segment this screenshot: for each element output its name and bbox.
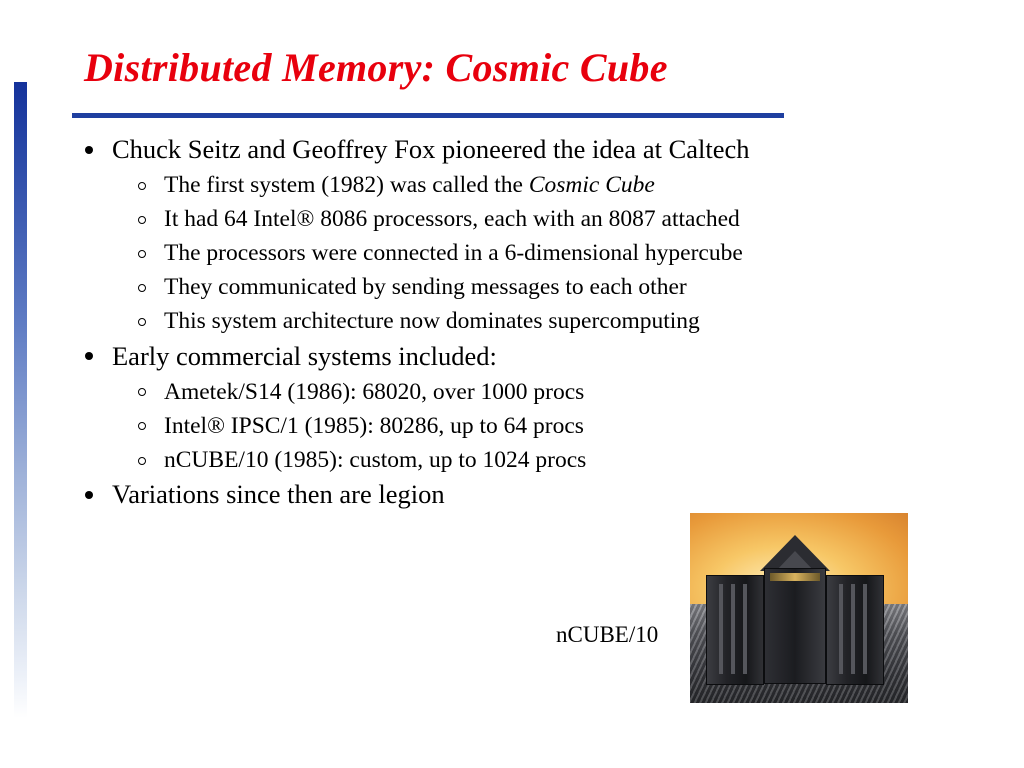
photo-cabinet-panel [770,573,820,581]
photo-cabinet-strip [839,584,843,674]
list-item [72,168,972,202]
bullet-disc-icon [85,146,93,154]
bullet-circle-icon [138,284,146,292]
list-item-label: It had 64 Intel® 8086 processors, each with an 8087 attached [164,206,740,233]
list-item [72,270,972,304]
list-item-label: Ametek/S14 (1986): 68020, over 1000 procs [164,378,585,405]
image-caption: nCUBE/10 [556,622,659,647]
list-item [72,409,972,443]
photo-cabinet-middle [764,568,826,684]
list-item [72,132,972,167]
bullet-circle-icon [138,216,146,224]
list-item [72,236,972,270]
list-item-label: The processors were connected in a 6-dimensional hypercube [164,240,743,267]
list-item-label: nCUBE/10 (1985): custom, up to 1024 procs [164,446,587,473]
photo-cabinet-strip [743,584,747,674]
bullet-disc-icon [85,352,93,360]
list-item-label: Early commercial systems included: [112,340,497,371]
list-item [72,304,972,338]
bullet-circle-icon [138,388,146,396]
list-item-label: Intel® IPSC/1 (1985): 80286, up to 64 procs [164,412,584,439]
bullet-circle-icon [138,457,146,465]
photo-cabinet-right [826,575,884,685]
list-item-label: They communicated by sending messages to each other [164,274,687,301]
list-item [72,375,972,409]
page-title: Distributed Memory: Cosmic Cube [84,45,668,90]
list-item [72,202,972,236]
list-item-emphasis: Cosmic Cube [528,172,655,199]
title-divider [72,113,784,118]
bullet-circle-icon [138,422,146,430]
photo-cabinet-strip [851,584,855,674]
list-item-label: This system architecture now dominates supercomputing [164,308,700,335]
bullet-circle-icon [138,318,146,326]
photo-cabinet-strip [731,584,735,674]
photo-cabinet-strip [863,584,867,674]
bullet-list [72,132,972,513]
left-accent-bar [14,82,27,718]
ncube-10-photo [690,513,908,703]
list-item-label: Chuck Seitz and Geoffrey Fox pioneered the idea at Caltech [112,134,750,164]
list-item [72,477,972,512]
photo-cabinet-left [706,575,764,685]
list-item [72,339,972,374]
bullet-disc-icon [85,491,93,499]
photo-cabinet-strip [719,584,723,674]
list-item-label: Variations since then are legion [112,478,445,509]
list-item [72,443,972,477]
bullet-circle-icon [138,182,146,190]
bullet-circle-icon [138,250,146,258]
list-item-label: The first system (1982) was called the [164,172,529,199]
